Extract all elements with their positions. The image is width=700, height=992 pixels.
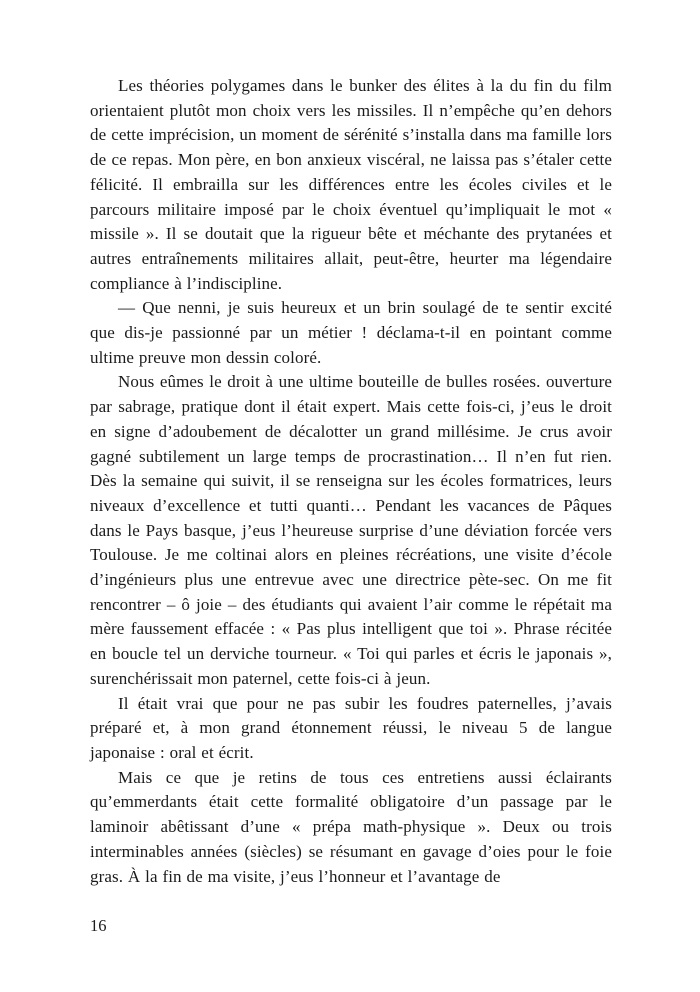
paragraph-1: Les théories polygames dans le bunker des élites à la du fin du film orientaient plutôt mon choix vers les missiles. Il n’empêche qu’en dehors de cette imprécision, un moment de sérénité s’installa dans ma famille lors de ce repas. Mon père, en bon anxieux viscéral, ne laissa pas s’étaler cette félicité. Il embrailla sur les différences entre les écoles civiles et le parcours militaire imposé par le choix éventuel qu’impliquait le mot « missile ». Il se doutait que la rigueur bête et méchante des prytanées et autres entraînements militaires allait, peut-être, heurter ma légendaire compliance à l’indiscipline.	[90, 76, 612, 293]
paragraph-2: — Que nenni, je suis heureux et un brin soulagé de te sentir excité que dis-je passionné par un métier ! déclama-t-il en pointant comme ultime preuve mon dessin coloré.	[90, 298, 612, 367]
paragraph-4: Il était vrai que pour ne pas subir les foudres paternelles, j’avais préparé et, à mon grand étonnement réussi, le niveau 5 de langue japonaise : oral et écrit.	[90, 693, 612, 762]
paragraph-3: Nous eûmes le droit à une ultime bouteille de bulles rosées. ouverture par sabrage, pratique dont il était expert. Mais cette fois-ci, j’eus le droit en signe d’adoubement de décalotter un grand millésime. Je crus avoir gagné subtilement un large temps de procrastination… Il n’en fut rien. Dès la semaine qui suivit, il se renseigna sur les écoles formatrices, leurs niveaux d’excellence et tutti quanti… Pendant les vacances de Pâques dans le Pays basque, j’eus l’heureuse surprise d’une déviation forcée vers Toulouse. Je me coltinai alors en pleines récréations, une visite d’école d’ingénieurs plus une entrevue avec une directrice pète-sec. On me fit rencontrer – ô joie – des étudiants qui avaient l’air comme le répétait ma mère faussement effacée : « Pas plus intelligent que toi ». Phrase récitée en boucle tel un derviche tourneur. « Toi qui parles et écris le japonais », surenchérissait mon paternel, cette fois-ci à jeun.	[90, 372, 612, 688]
paragraph-5: Mais ce que je retins de tous ces entretiens aussi éclairants qu’emmerdants était cette formalité obligatoire d’un passage par le laminoir abêtissant d’une « prépa math-physique ». Deux ou trois interminables années (siècles) se résumant en gavage d’oies pour le foie gras. À la fin de ma visite, j’eus l’honneur et l’avantage de	[90, 767, 612, 886]
text-block	[90, 74, 612, 889]
page-number: 16	[90, 916, 107, 935]
